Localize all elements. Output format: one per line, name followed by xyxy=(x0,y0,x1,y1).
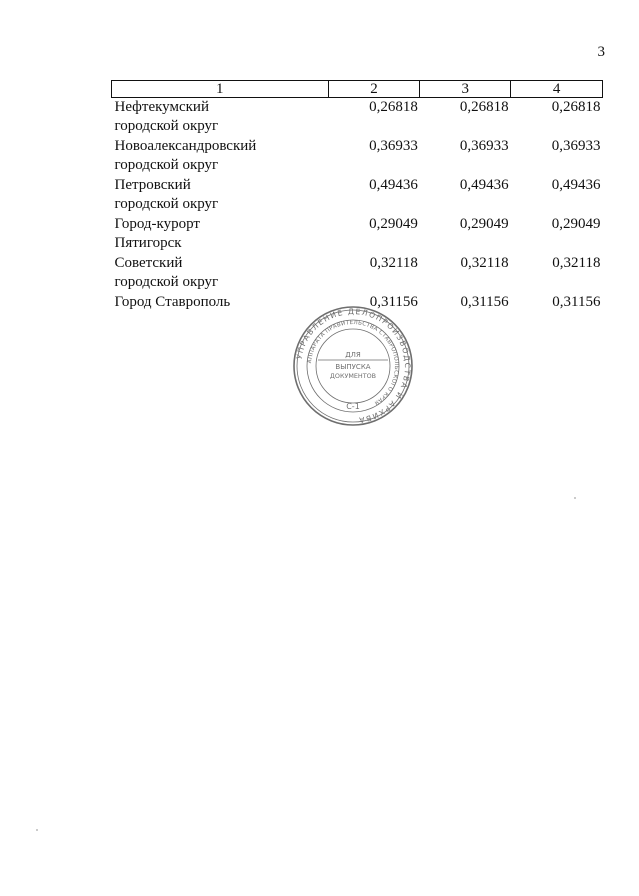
table-row xyxy=(112,254,603,293)
municipality-name-line2: городской округ xyxy=(114,157,219,173)
value-col3: 0,32118 xyxy=(460,255,509,271)
value-col3: 0,26818 xyxy=(459,99,509,115)
table-row xyxy=(112,137,603,176)
municipality-name-line1: Город Ставрополь xyxy=(114,294,231,310)
paper-speck xyxy=(36,829,38,831)
value-col3: 0,31156 xyxy=(460,294,509,310)
value-col4: 0,26818 xyxy=(551,99,601,115)
stamp-outer-text: УПРАВЛЕНИЕ ДЕЛОПРОИЗВОДСТВА И АРХИВА xyxy=(294,306,413,425)
column-header-3: 3 xyxy=(420,81,511,98)
municipality-name-line1: Петровский xyxy=(114,177,191,193)
value-col2: 0,36933 xyxy=(369,138,418,154)
table-row xyxy=(112,215,603,254)
column-header-1: 1 xyxy=(112,81,329,98)
municipality-name-line2: городской округ xyxy=(114,196,219,212)
paper-speck xyxy=(574,497,576,499)
table-row xyxy=(112,176,603,215)
value-col4: 0,29049 xyxy=(551,216,601,232)
value-col4: 0,31156 xyxy=(552,294,601,310)
stamp-center-line2: ВЫПУСКА xyxy=(335,363,371,371)
value-col3: 0,49436 xyxy=(459,177,509,193)
value-col2: 0,31156 xyxy=(369,294,418,310)
municipality-name xyxy=(112,98,329,138)
municipality-name xyxy=(112,137,329,176)
municipality-name xyxy=(112,215,329,254)
value-col2: 0,29049 xyxy=(369,216,418,232)
stamp-center-line3: ДОКУМЕНТОВ xyxy=(329,372,377,380)
municipality-name xyxy=(112,176,329,215)
value-col4: 0,36933 xyxy=(551,138,601,154)
municipality-name-line2: Пятигорск xyxy=(114,235,182,251)
municipality-name xyxy=(112,254,329,293)
page-number: 3 xyxy=(597,44,605,60)
column-header-2: 2 xyxy=(328,81,420,98)
value-col4: 0,49436 xyxy=(551,177,601,193)
municipality-name-line1: Новоалександровский xyxy=(114,138,257,154)
value-col2: 0,26818 xyxy=(369,99,418,115)
municipality-name-line1: Город-курорт xyxy=(114,216,200,232)
municipality-name-line1: Нефтекумский xyxy=(114,99,209,115)
coefficients-table xyxy=(111,80,603,313)
municipality-name-line2: городской округ xyxy=(114,274,219,290)
table-row xyxy=(112,98,603,138)
official-stamp-seal xyxy=(292,305,414,427)
value-col4: 0,32118 xyxy=(552,255,601,271)
stamp-code: С-1 xyxy=(346,402,360,411)
value-col3: 0,29049 xyxy=(459,216,509,232)
header-row xyxy=(112,81,603,98)
column-header-4: 4 xyxy=(511,81,603,98)
value-col2: 0,32118 xyxy=(369,255,418,271)
stamp-center-line1: ДЛЯ xyxy=(345,351,361,359)
municipality-name-line1: Советский xyxy=(114,255,183,271)
value-col2: 0,49436 xyxy=(369,177,418,193)
municipality-name-line2: городской округ xyxy=(114,118,219,134)
value-col3: 0,36933 xyxy=(459,138,509,154)
stamp-inner-text: АППАРАТА ПРАВИТЕЛЬСТВА СТАВРОПОЛЬСКОГО КРАЯ xyxy=(307,319,400,406)
